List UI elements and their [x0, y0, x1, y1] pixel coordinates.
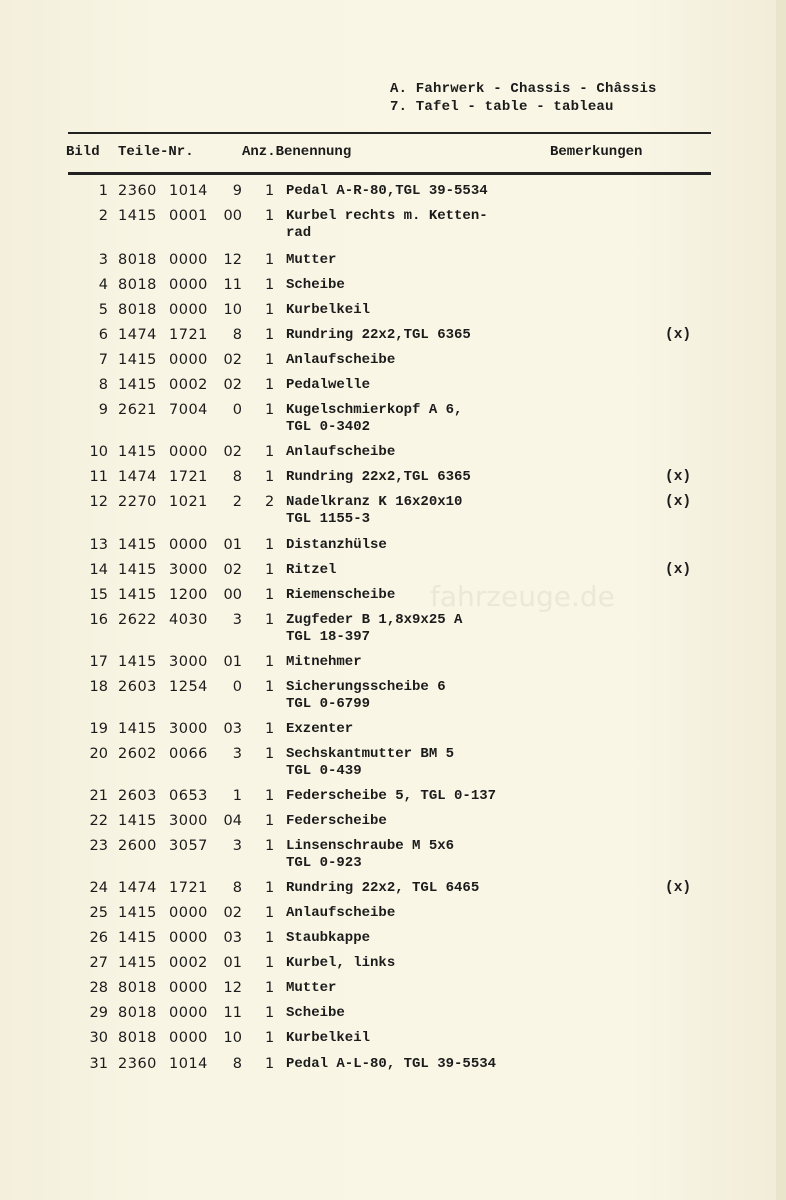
description-line: Sicherungsscheibe 6	[286, 679, 446, 695]
quantity: 1	[265, 537, 275, 553]
description-line: Scheibe	[286, 1005, 345, 1021]
remark-marker: (x)	[665, 327, 692, 343]
part-number-group2: 0000	[169, 277, 208, 293]
header-section-title: A. Fahrwerk - Chassis - Châssis	[390, 81, 657, 97]
header-rule-bottom	[68, 172, 711, 175]
part-description	[286, 788, 496, 805]
bild-number: 1	[98, 183, 108, 199]
part-number-group3: 11	[223, 1005, 242, 1021]
part-number-group2: 0000	[169, 537, 208, 553]
part-number-group3: 02	[223, 905, 242, 921]
part-number-group1: 8018	[118, 302, 157, 318]
part-number-group1: 2603	[118, 788, 157, 804]
description-line: Riemenscheibe	[286, 587, 396, 603]
bild-number: 4	[98, 277, 108, 293]
part-number-group2: 1254	[169, 679, 208, 695]
quantity: 1	[265, 587, 275, 603]
part-number-group3: 02	[223, 352, 242, 368]
part-number-group2: 0000	[169, 1030, 208, 1046]
description-line: Rundring 22x2, TGL 6465	[286, 880, 480, 896]
bild-number: 22	[89, 813, 108, 829]
description-line: Anlaufscheibe	[286, 444, 396, 460]
part-number-group1: 2602	[118, 746, 157, 762]
part-number-group3: 10	[223, 1030, 242, 1046]
part-description	[286, 930, 370, 947]
part-number-group1: 2621	[118, 402, 157, 418]
part-number-group2: 0653	[169, 788, 208, 804]
part-number-group3: 00	[223, 587, 242, 603]
part-number-group3: 3	[232, 612, 242, 628]
part-description	[286, 838, 454, 872]
quantity: 1	[265, 252, 275, 268]
part-description	[286, 1056, 496, 1073]
description-line: TGL 0-923	[286, 855, 362, 871]
part-number-group2: 1021	[169, 494, 208, 510]
part-number-group3: 3	[232, 746, 242, 762]
bild-number: 19	[89, 721, 108, 737]
part-number-group3: 03	[223, 721, 242, 737]
part-description	[286, 746, 454, 780]
description-line: Ritzel	[286, 562, 337, 578]
description-line: Federscheibe 5, TGL 0-137	[286, 788, 497, 804]
part-description	[286, 469, 471, 486]
quantity: 1	[265, 905, 275, 921]
part-description	[286, 302, 370, 319]
description-line: Distanzhülse	[286, 537, 387, 553]
part-number-group3: 8	[232, 880, 242, 896]
quantity: 1	[265, 377, 275, 393]
part-number-group3: 01	[223, 955, 242, 971]
part-number-group2: 0002	[169, 955, 208, 971]
quantity: 1	[265, 980, 275, 996]
quantity: 1	[265, 1056, 275, 1072]
document-header	[390, 80, 657, 116]
bild-number: 25	[89, 905, 108, 921]
description-line: Rundring 22x2,TGL 6365	[286, 469, 471, 485]
part-description	[286, 252, 336, 269]
description-line: Kurbel rechts m. Ketten-	[286, 208, 488, 224]
bild-number: 27	[89, 955, 108, 971]
part-number-group1: 1415	[118, 955, 157, 971]
bild-number: 21	[89, 788, 108, 804]
part-number-group2: 1014	[169, 1056, 208, 1072]
part-number-group3: 8	[232, 327, 242, 343]
description-line: Sechskantmutter BM 5	[286, 746, 455, 762]
column-header-bild: Bild	[66, 144, 100, 160]
part-number-group1: 2270	[118, 494, 157, 510]
quantity: 1	[265, 955, 275, 971]
quantity: 1	[265, 838, 275, 854]
description-line: Kurbelkeil	[286, 1030, 371, 1046]
bild-number: 20	[89, 746, 108, 762]
part-description	[286, 402, 462, 436]
part-description	[286, 327, 471, 344]
part-number-group3: 12	[223, 980, 242, 996]
bild-number: 7	[98, 352, 108, 368]
part-description	[286, 612, 462, 646]
part-number-group1: 1415	[118, 537, 157, 553]
part-number-group1: 2360	[118, 1056, 157, 1072]
part-description	[286, 352, 395, 369]
part-number-group2: 3057	[169, 838, 208, 854]
part-description	[286, 537, 387, 554]
part-number-group1: 1415	[118, 208, 157, 224]
quantity: 1	[265, 679, 275, 695]
part-description	[286, 587, 395, 604]
quantity: 1	[265, 444, 275, 460]
description-line: Pedal A-L-80, TGL 39-5534	[286, 1056, 497, 1072]
remark-marker: (x)	[665, 469, 692, 485]
part-number-group1: 1474	[118, 880, 157, 896]
part-number-group3: 1	[232, 788, 242, 804]
part-number-group2: 3000	[169, 654, 208, 670]
part-number-group3: 0	[232, 679, 242, 695]
column-header-anz-benennung: Anz.Benennung	[242, 144, 352, 160]
part-number-group2: 0002	[169, 377, 208, 393]
bild-number: 13	[89, 537, 108, 553]
part-number-group3: 03	[223, 930, 242, 946]
description-line: Anlaufscheibe	[286, 352, 396, 368]
part-number-group2: 7004	[169, 402, 208, 418]
bild-number: 10	[89, 444, 108, 460]
quantity: 1	[265, 788, 275, 804]
part-number-group2: 0000	[169, 1005, 208, 1021]
part-number-group2: 0000	[169, 905, 208, 921]
part-number-group1: 1474	[118, 469, 157, 485]
part-number-group2: 4030	[169, 612, 208, 628]
part-number-group2: 1200	[169, 587, 208, 603]
part-number-group1: 1415	[118, 905, 157, 921]
quantity: 1	[265, 302, 275, 318]
part-number-group1: 8018	[118, 277, 157, 293]
part-number-group2: 3000	[169, 562, 208, 578]
part-number-group1: 2600	[118, 838, 157, 854]
description-line: Mutter	[286, 980, 337, 996]
page-edge	[776, 0, 786, 1200]
part-number-group2: 0066	[169, 746, 208, 762]
part-number-group1: 8018	[118, 1030, 157, 1046]
quantity: 1	[265, 562, 275, 578]
description-line: Kurbelkeil	[286, 302, 371, 318]
description-line: Staubkappe	[286, 930, 371, 946]
part-description	[286, 955, 395, 972]
part-description	[286, 277, 345, 294]
part-description	[286, 444, 395, 461]
part-number-group1: 1415	[118, 377, 157, 393]
description-line: Kurbel, links	[286, 955, 396, 971]
part-description	[286, 1030, 370, 1047]
part-description	[286, 494, 462, 528]
quantity: 1	[265, 277, 275, 293]
description-line: Nadelkranz K 16x20x10	[286, 494, 463, 510]
part-number-group2: 1721	[169, 880, 208, 896]
bild-number: 17	[89, 654, 108, 670]
part-number-group3: 02	[223, 562, 242, 578]
description-line: Anlaufscheibe	[286, 905, 396, 921]
part-description	[286, 562, 336, 579]
part-description	[286, 654, 362, 671]
part-number-group2: 1721	[169, 469, 208, 485]
remark-marker: (x)	[665, 880, 692, 896]
quantity: 1	[265, 746, 275, 762]
quantity: 1	[265, 1005, 275, 1021]
part-number-group3: 9	[232, 183, 242, 199]
bild-number: 31	[89, 1056, 108, 1072]
part-description	[286, 721, 353, 738]
part-number-group1: 2603	[118, 679, 157, 695]
part-number-group1: 1415	[118, 352, 157, 368]
part-description	[286, 679, 446, 713]
part-number-group3: 0	[232, 402, 242, 418]
bild-number: 15	[89, 587, 108, 603]
header-table-title: 7. Tafel - table - tableau	[390, 99, 614, 115]
remark-marker: (x)	[665, 562, 692, 578]
quantity: 1	[265, 654, 275, 670]
part-number-group2: 0000	[169, 930, 208, 946]
description-line: Scheibe	[286, 277, 345, 293]
part-number-group1: 2622	[118, 612, 157, 628]
description-line: TGL 18-397	[286, 629, 371, 645]
part-number-group2: 3000	[169, 813, 208, 829]
bild-number: 24	[89, 880, 108, 896]
part-number-group2: 1721	[169, 327, 208, 343]
description-line: Pedal A-R-80,TGL 39-5534	[286, 183, 488, 199]
column-header-teile-nr: Teile-Nr.	[118, 144, 194, 160]
part-number-group2: 0000	[169, 980, 208, 996]
bild-number: 14	[89, 562, 108, 578]
part-description	[286, 980, 336, 997]
description-line: Rundring 22x2,TGL 6365	[286, 327, 471, 343]
quantity: 1	[265, 813, 275, 829]
part-number-group3: 02	[223, 377, 242, 393]
bild-number: 18	[89, 679, 108, 695]
bild-number: 5	[98, 302, 108, 318]
part-description	[286, 208, 488, 242]
bild-number: 11	[89, 469, 108, 485]
description-line: Federscheibe	[286, 813, 387, 829]
quantity: 1	[265, 880, 275, 896]
bild-number: 30	[89, 1030, 108, 1046]
bild-number: 2	[98, 208, 108, 224]
description-line: TGL 0-6799	[286, 696, 371, 712]
part-number-group2: 3000	[169, 721, 208, 737]
watermark-text: fahrzeuge.de	[430, 580, 615, 613]
bild-number: 6	[98, 327, 108, 343]
description-line: Kugelschmierkopf A 6,	[286, 402, 463, 418]
quantity: 1	[265, 721, 275, 737]
description-line: TGL 1155-3	[286, 511, 371, 527]
description-line: Linsenschraube M 5x6	[286, 838, 455, 854]
description-line: rad	[286, 225, 312, 241]
part-description	[286, 813, 387, 830]
quantity: 2	[265, 494, 275, 510]
quantity: 1	[265, 930, 275, 946]
bild-number: 26	[89, 930, 108, 946]
part-number-group3: 11	[223, 277, 242, 293]
part-number-group3: 2	[232, 494, 242, 510]
column-header-bemerkungen: Bemerkungen	[550, 144, 643, 160]
description-line: TGL 0-3402	[286, 419, 371, 435]
part-number-group1: 1415	[118, 654, 157, 670]
description-line: Mitnehmer	[286, 654, 362, 670]
quantity: 1	[265, 1030, 275, 1046]
part-number-group3: 00	[223, 208, 242, 224]
quantity: 1	[265, 327, 275, 343]
bild-number: 29	[89, 1005, 108, 1021]
quantity: 1	[265, 352, 275, 368]
part-number-group3: 12	[223, 252, 242, 268]
quantity: 1	[265, 402, 275, 418]
part-description	[286, 377, 370, 394]
description-line: Mutter	[286, 252, 337, 268]
part-description	[286, 880, 479, 897]
description-line: Pedalwelle	[286, 377, 371, 393]
part-number-group3: 02	[223, 444, 242, 460]
remark-marker: (x)	[665, 494, 692, 510]
part-description	[286, 183, 488, 200]
part-description	[286, 905, 395, 922]
part-number-group2: 0000	[169, 302, 208, 318]
part-number-group1: 1415	[118, 587, 157, 603]
part-number-group1: 1415	[118, 930, 157, 946]
description-line: Exzenter	[286, 721, 354, 737]
part-number-group3: 10	[223, 302, 242, 318]
header-rule-top	[68, 132, 711, 134]
part-number-group3: 8	[232, 469, 242, 485]
bild-number: 12	[89, 494, 108, 510]
part-number-group1: 8018	[118, 980, 157, 996]
quantity: 1	[265, 208, 275, 224]
part-number-group1: 2360	[118, 183, 157, 199]
part-number-group1: 8018	[118, 1005, 157, 1021]
part-number-group3: 01	[223, 537, 242, 553]
part-number-group2: 0001	[169, 208, 208, 224]
part-number-group2: 1014	[169, 183, 208, 199]
part-number-group1: 1415	[118, 721, 157, 737]
description-line: Zugfeder B 1,8x9x25 A	[286, 612, 463, 628]
part-number-group3: 04	[223, 813, 242, 829]
part-number-group3: 01	[223, 654, 242, 670]
bild-number: 28	[89, 980, 108, 996]
part-number-group1: 1415	[118, 813, 157, 829]
part-number-group2: 0000	[169, 252, 208, 268]
part-number-group3: 8	[232, 1056, 242, 1072]
part-number-group3: 3	[232, 838, 242, 854]
bild-number: 3	[98, 252, 108, 268]
part-number-group2: 0000	[169, 444, 208, 460]
part-number-group1: 1474	[118, 327, 157, 343]
description-line: TGL 0-439	[286, 763, 362, 779]
part-number-group1: 8018	[118, 252, 157, 268]
bild-number: 23	[89, 838, 108, 854]
part-number-group1: 1415	[118, 444, 157, 460]
quantity: 1	[265, 183, 275, 199]
quantity: 1	[265, 612, 275, 628]
bild-number: 8	[98, 377, 108, 393]
bild-number: 16	[89, 612, 108, 628]
bild-number: 9	[98, 402, 108, 418]
part-description	[286, 1005, 345, 1022]
part-number-group1: 1415	[118, 562, 157, 578]
quantity: 1	[265, 469, 275, 485]
part-number-group2: 0000	[169, 352, 208, 368]
